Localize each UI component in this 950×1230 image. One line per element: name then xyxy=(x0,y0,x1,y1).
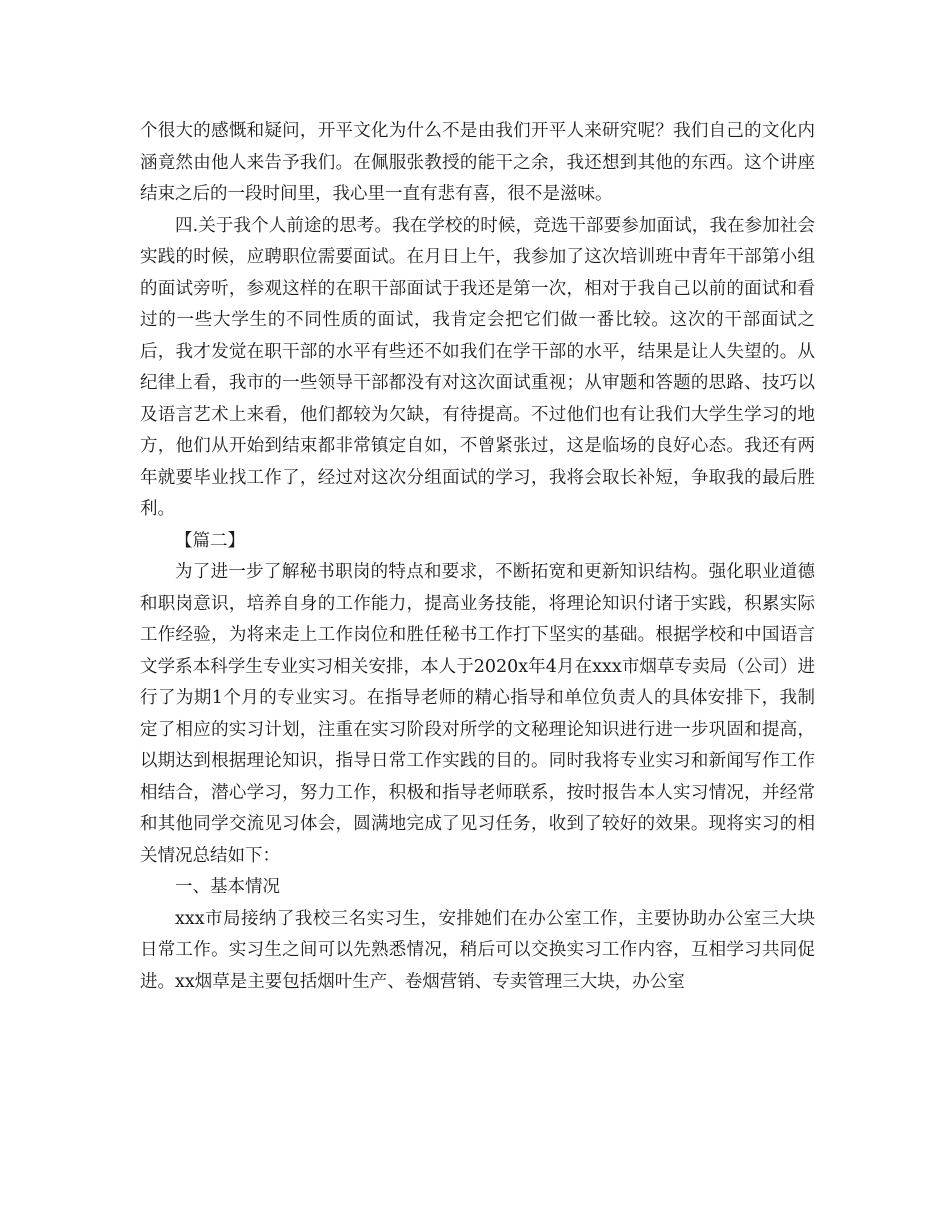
paragraph-basic-info: xxx市局接纳了我校三名实习生，安排她们在办公室工作，主要协助办公室三大块日常工作。实习生之间可以先熟悉情况，稍后可以交换实习工作内容，互相学习共同促进。xx烟草是主要包括烟叶生产、卷烟营销、专卖管理三大块，办公室 xyxy=(140,908,815,992)
paragraph-section-four: 四.关于我个人前途的思考。我在学校的时候，竞选干部要参加面试，我在参加社会实践的时候，应聘职位需要面试。在月日上午，我参加了这次培训班中青年干部第小组的面试旁听，参观这样的在职干部面试于我还是第一次，相对于我自己以前的面试和看过的一些大学生的不同性质的面试，我肯定会把它们做一番比较。这次的干部面试之后，我才发觉在职干部的水平有些还不如我们在学干部的水平，结果是让人失望的。从纪律上看，我市的一些领导干部都没有对这次面试重视；从审题和答题的思路、技巧以及语言艺术上来看，他们都较为欠缺，有待提高。不过他们也有让我们大学生学习的地方，他们从开始到结束都非常镇定自如，不曾紧张过，这是临场的良好心态。我还有两年就要毕业找工作了，经过对这次分组面试的学习，我将会取长补短，争取我的最后胜利。 xyxy=(140,215,815,519)
paragraph-continuation: 个很大的感慨和疑问，开平文化为什么不是由我们开平人来研究呢？我们自己的文化内涵竟然由他人来告予我们。在佩服张教授的能干之余，我还想到其他的东西。这个讲座结束之后的一段时间里，我心里一直有悲有喜，很不是滋味。 xyxy=(140,121,815,204)
section-heading-basic-info: 一、基本情况 xyxy=(175,877,280,897)
paragraph-intro: 为了进一步了解秘书职岗的特点和要求，不断拓宽和更新知识结构。强化职业道德和职岗意识，培养自身的工作能力，提高业务技能，将理论知识付诸于实践，积累实际工作经验，为将来走上工作岗位和胜任秘书工作打下坚实的基础。根据学校和中国语言文学系本科学生专业实习相关安排，本人于2020x年4月在xxx市烟草专卖局（公司）进行了为期1个月的专业实习。在指导老师的精心指导和单位负责人的具体安排下，我制定了相应的实习计划，注重在实习阶段对所学的文秘理论知识进行进一步巩固和提高，以期达到根据理论知识，指导日常工作实践的目的。同时我将专业实习和新闻写作工作相结合，潜心学习，努力工作，积极和指导老师联系，按时报告本人实习情况，并经常和其他同学交流见习体会，圆满地完成了见习任务，收到了较好的效果。现将实习的相关情况总结如下： xyxy=(140,562,815,866)
document-page xyxy=(140,116,815,998)
section-heading-part-two: 【篇二】 xyxy=(175,530,245,551)
